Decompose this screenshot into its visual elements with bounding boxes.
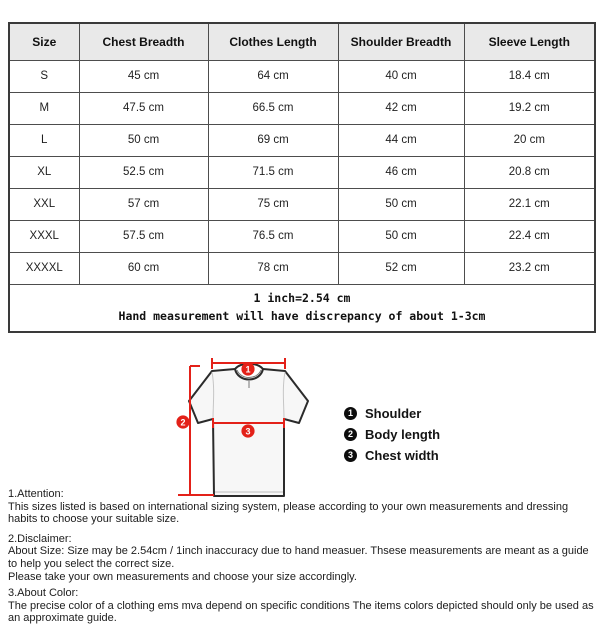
- table-cell: 75 cm: [208, 188, 338, 220]
- measurement-legend: [344, 403, 440, 466]
- notes-section: [8, 488, 594, 625]
- about-color-line-1: The precise color of a clothing ems mva depend on specific conditions The items colors depicted should only be used as: [8, 599, 594, 612]
- table-cell: 47.5 cm: [79, 92, 208, 124]
- table-cell: 20 cm: [464, 124, 595, 156]
- table-cell: 50 cm: [338, 188, 464, 220]
- marker-2: [176, 415, 189, 428]
- table-row-m: [9, 92, 595, 124]
- table-cell: 57 cm: [79, 188, 208, 220]
- table-cell: 71.5 cm: [208, 156, 338, 188]
- marker-1: [241, 362, 254, 375]
- table-cell: XXXL: [9, 220, 79, 252]
- table-cell: 44 cm: [338, 124, 464, 156]
- disclaimer-line-1: About Size: Size may be 2.54cm / 1inch inaccuracy due to hand measuer. Thsese measurements are meant as a guide to help you select the correct size.: [8, 545, 589, 570]
- table-cell: 22.1 cm: [464, 188, 595, 220]
- table-row-xxxxl: [9, 252, 595, 284]
- table-cell: 78 cm: [208, 252, 338, 284]
- column-header-clothes-length: Clothes Length: [208, 23, 338, 60]
- column-header-sleeve-length: Sleeve Length: [464, 23, 595, 60]
- legend-item-chest-width: [344, 445, 440, 465]
- table-cell: XXXXL: [9, 252, 79, 284]
- table-cell: 19.2 cm: [464, 92, 595, 124]
- table-footnote-row: [9, 284, 595, 332]
- marker-3: [241, 424, 254, 437]
- column-header-shoulder-breadth: Shoulder Breadth: [338, 23, 464, 60]
- table-row-xxxl: [9, 220, 595, 252]
- table-cell: 60 cm: [79, 252, 208, 284]
- table-cell: 45 cm: [79, 60, 208, 92]
- table-cell: 18.4 cm: [464, 60, 595, 92]
- footnote-line-1: 1 inch=2.54 cm: [253, 290, 351, 305]
- circled-2-icon: 2: [344, 428, 357, 441]
- about-color-line-2: an approximate guide.: [8, 612, 117, 625]
- table-cell: 42 cm: [338, 92, 464, 124]
- marker-1-number: 1: [245, 364, 251, 375]
- legend-item-body-length: [344, 424, 440, 444]
- table-row-s: [9, 60, 595, 92]
- table-cell: 23.2 cm: [464, 252, 595, 284]
- marker-3-number: 3: [245, 426, 251, 437]
- about-color-title: 3.About Color:: [8, 587, 79, 600]
- disclaimer-line-2: Please take your own measurements and choose your size accordingly.: [8, 570, 357, 583]
- table-cell: XL: [9, 156, 79, 188]
- table-cell: 20.8 cm: [464, 156, 595, 188]
- table-cell: 50 cm: [338, 220, 464, 252]
- table-cell: 69 cm: [208, 124, 338, 156]
- table-cell: 50 cm: [79, 124, 208, 156]
- table-cell: 46 cm: [338, 156, 464, 188]
- measurement-footnote: [9, 284, 595, 332]
- legend-label: Body length: [365, 426, 441, 442]
- disclaimer-title: 2.Disclaimer:: [8, 532, 72, 545]
- legend-label: Shoulder: [365, 405, 422, 421]
- circled-1-icon: 1: [344, 407, 357, 420]
- table-cell: XXL: [9, 188, 79, 220]
- table-cell: 66.5 cm: [208, 92, 338, 124]
- legend-label: Chest width: [365, 447, 439, 463]
- size-chart-table: [8, 22, 596, 333]
- table-header-row: [9, 23, 595, 60]
- table-cell: M: [9, 92, 79, 124]
- table-cell: 64 cm: [208, 60, 338, 92]
- column-header-size: Size: [9, 23, 79, 60]
- table-cell: 57.5 cm: [79, 220, 208, 252]
- attention-title: 1.Attention:: [8, 488, 64, 500]
- attention-body: This sizes listed is based on international sizing system, please according to your own measurements and dressing habits to choose your suitable size.: [8, 500, 569, 526]
- table-cell: 40 cm: [338, 60, 464, 92]
- table-cell: 22.4 cm: [464, 220, 595, 252]
- table-row-xxl: [9, 188, 595, 220]
- tshirt-measurement-diagram: [165, 348, 325, 498]
- circled-3-icon: 3: [344, 449, 357, 462]
- table-cell: 52 cm: [338, 252, 464, 284]
- marker-2-number: 2: [180, 417, 186, 428]
- footnote-line-2: Hand measurement will have discrepancy of about 1-3cm: [118, 308, 486, 323]
- table-cell: S: [9, 60, 79, 92]
- legend-item-shoulder: [344, 403, 440, 423]
- column-header-chest-breadth: Chest Breadth: [79, 23, 208, 60]
- table-cell: 52.5 cm: [79, 156, 208, 188]
- table-row-l: [9, 124, 595, 156]
- table-cell: 76.5 cm: [208, 220, 338, 252]
- table-cell: L: [9, 124, 79, 156]
- table-row-xl: [9, 156, 595, 188]
